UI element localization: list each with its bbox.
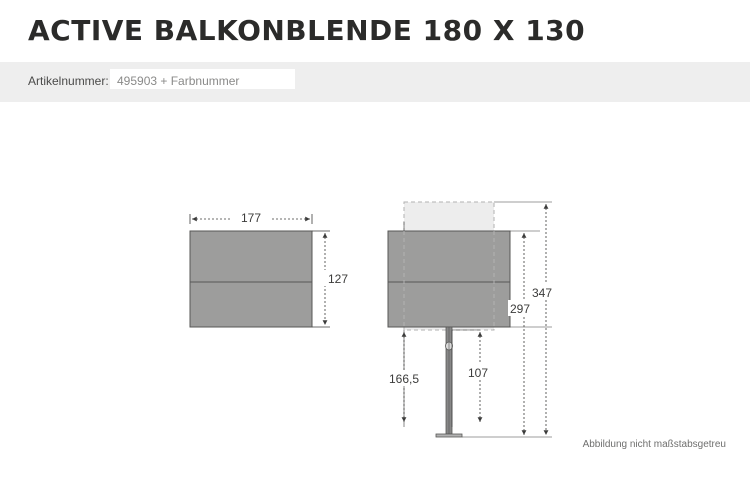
- article-number-label: Artikelnummer:: [28, 74, 109, 88]
- base-height-dimension: [452, 330, 496, 422]
- stand-pole: [436, 327, 462, 437]
- technical-drawing: [0, 102, 750, 486]
- front-height-dimension: [312, 231, 348, 327]
- side-view-panel: [388, 231, 510, 327]
- front-width-dimension: [190, 210, 312, 226]
- front-width-value: 177: [240, 211, 262, 225]
- scale-disclaimer: Abbildung nicht maßstabsgetreu: [582, 439, 726, 450]
- page-title: ACTIVE BALKONBLENDE 180 X 130: [28, 14, 586, 47]
- body-height-value: 297: [510, 302, 531, 316]
- article-number-value: 495903 + Farbnummer: [117, 74, 240, 88]
- body-height-dimension: [508, 233, 542, 435]
- total-height-dimension: [530, 204, 564, 435]
- total-height-value: 347: [532, 286, 553, 300]
- base-height-value: 107: [468, 366, 489, 380]
- pole-height-dimension: [378, 332, 430, 422]
- front-view-panel: [190, 231, 312, 327]
- pole-height-value: 166,5: [388, 372, 420, 386]
- front-height-value: 127: [328, 272, 349, 286]
